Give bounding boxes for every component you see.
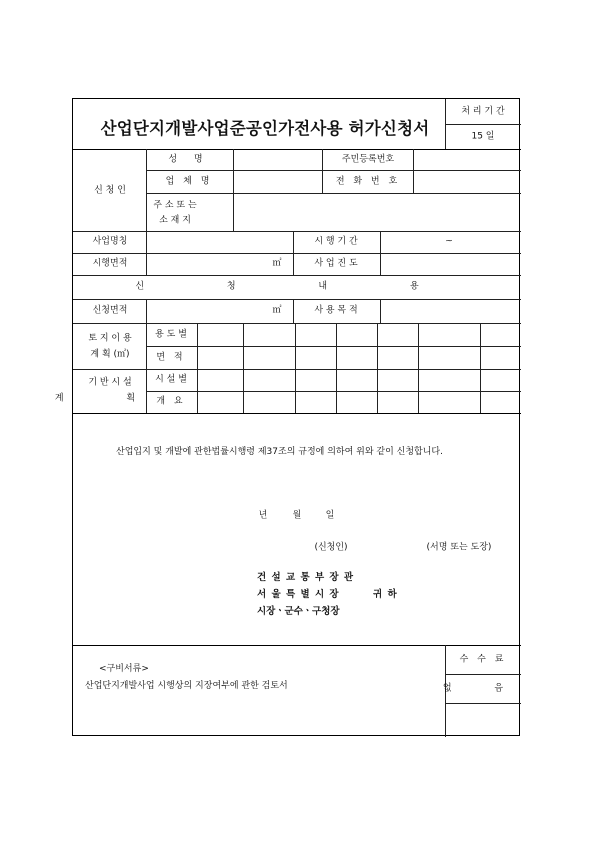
address-label-line2: 소 재 지 bbox=[159, 215, 191, 226]
divider bbox=[146, 346, 521, 347]
divider bbox=[480, 323, 481, 413]
divider bbox=[146, 193, 521, 194]
divider bbox=[146, 170, 521, 171]
divider bbox=[445, 703, 521, 704]
form-title: 산업단지개발사업준공인가전사용 허가신청서 bbox=[100, 119, 430, 138]
project-progress-label: 사 업 진 도 bbox=[314, 258, 358, 269]
land-use-label-line2: 계 획 (㎡) bbox=[90, 349, 130, 360]
attachment-item: 산업단지개발사업 시행상의 지장여부에 관한 검토서 bbox=[85, 681, 288, 691]
divider bbox=[146, 299, 147, 323]
divider bbox=[73, 253, 521, 254]
divider bbox=[146, 149, 147, 231]
project-period-label: 시 행 기 간 bbox=[314, 236, 358, 247]
divider bbox=[377, 323, 378, 413]
divider bbox=[73, 231, 521, 232]
divider bbox=[243, 323, 244, 413]
by-use-label: 용 도 별 bbox=[155, 329, 187, 340]
use-purpose-label: 사 용 목 적 bbox=[314, 305, 358, 316]
divider bbox=[418, 323, 419, 413]
divider bbox=[197, 323, 198, 413]
divider bbox=[73, 299, 521, 300]
divider bbox=[73, 645, 521, 646]
divider bbox=[73, 413, 521, 414]
divider bbox=[413, 149, 414, 193]
area-unit: ㎡ bbox=[272, 305, 282, 316]
divider bbox=[445, 674, 521, 675]
processing-period-label: 처 리 기 간 bbox=[461, 106, 505, 117]
recipient-minister: 건 설 교 통 부 장 관 bbox=[257, 572, 355, 583]
signature-or-seal-label: (서명 또는 도장) bbox=[426, 542, 492, 553]
date-day: 일 bbox=[325, 510, 335, 521]
recipient-seoul-mayor: 서 울 특 별 시 장 bbox=[257, 589, 340, 600]
recipient-local-heads: 시장ㆍ군수ㆍ구청장 bbox=[257, 606, 340, 617]
request-section-header: 신 청 내 용 bbox=[135, 281, 459, 292]
recipient-honorific: 귀 하 bbox=[373, 589, 398, 600]
divider bbox=[73, 369, 521, 370]
summary-label: 개 요 bbox=[156, 396, 186, 407]
land-area-label: 면 적 bbox=[156, 352, 186, 363]
phone-label: 전 화 번 호 bbox=[335, 176, 401, 187]
divider bbox=[295, 323, 296, 413]
divider bbox=[73, 149, 521, 150]
project-area-label: 시행면적 bbox=[92, 258, 128, 269]
request-area-label: 신청면적 bbox=[92, 305, 128, 316]
declaration-text: 산업입지 및 개발에 관한법률시행령 제37조의 규정에 의하여 위와 같이 신청합니다. bbox=[116, 447, 443, 457]
infrastructure-label-line1: 기 반 시 설 bbox=[88, 377, 132, 388]
date-year: 년 bbox=[258, 510, 268, 521]
rrn-label: 주민등록번호 bbox=[341, 154, 395, 165]
divider bbox=[293, 299, 294, 323]
date-month: 월 bbox=[292, 510, 302, 521]
divider bbox=[322, 149, 323, 193]
project-name-label: 사업명칭 bbox=[92, 236, 128, 247]
permit-application-form bbox=[54, 98, 524, 736]
divider bbox=[380, 231, 381, 275]
fee-value: 없 음 bbox=[442, 683, 524, 694]
divider bbox=[146, 391, 521, 392]
divider bbox=[380, 299, 381, 323]
attachments-header: <구비서류> bbox=[99, 664, 149, 674]
divider bbox=[445, 124, 521, 125]
processing-period-value: 15 일 bbox=[471, 131, 495, 142]
applicant-signature-label: (신청인) bbox=[314, 542, 348, 553]
land-use-label-line1: 토 지 이 용 bbox=[88, 333, 132, 344]
divider bbox=[233, 149, 234, 231]
fee-label: 수 수 료 bbox=[459, 654, 507, 665]
address-label-line1: 주 소 또 는 bbox=[153, 200, 197, 211]
divider bbox=[73, 275, 521, 276]
by-facility-label: 시 설 별 bbox=[155, 374, 187, 385]
divider bbox=[146, 231, 147, 275]
divider bbox=[336, 323, 337, 413]
divider bbox=[73, 323, 521, 324]
divider bbox=[293, 231, 294, 275]
period-separator: ~ bbox=[445, 236, 453, 247]
applicant-section-label: 신 청 인 bbox=[94, 185, 126, 196]
infrastructure-label-line2: 계 획 bbox=[54, 393, 166, 404]
area-unit: ㎡ bbox=[272, 258, 282, 269]
name-label: 성 명 bbox=[168, 154, 210, 165]
company-label: 업 체 명 bbox=[165, 176, 213, 187]
